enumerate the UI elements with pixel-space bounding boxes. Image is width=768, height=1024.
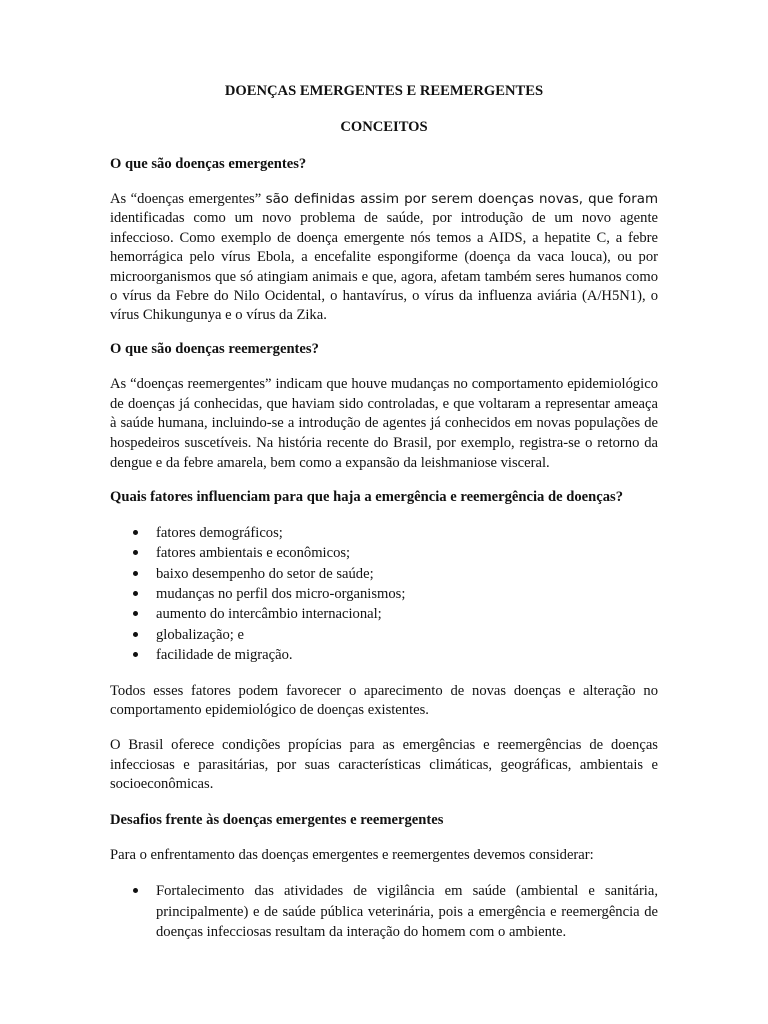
paragraph-challenges-intro: Para o enfrentamento das doenças emergentes e reemergentes devemos considerar:: [110, 846, 594, 863]
paragraph-factors-summary: Todos esses fatores podem favorecer o aparecimento de novas doenças e alteração no comportamento epidemiológico de doenças existentes.: [110, 682, 658, 719]
list-item: mudanças no perfil dos micro-organismos;: [110, 584, 658, 604]
list-item: globalização; e: [110, 625, 658, 645]
heading-reemerging: O que são doenças reemergentes?: [110, 340, 319, 357]
paragraph-emerging: [110, 190, 658, 326]
factors-list: [110, 523, 658, 666]
paragraph-reemerging: As “doenças reemergentes” indicam que houve mudanças no comportamento epidemiológico de doenças já conhecidas, que haviam sido controladas, e que voltaram a representar ameaça à saúde humana, incluindo-se a introdução de agentes já conhecidos em novas populações de hospedeiros suscetíveis. Na história recente do Brasil, por exemplo, registra-se o retorno da dengue e da febre amarela, bem como a expansão da leishmaniose visceral.: [110, 375, 658, 472]
heading-factors: Quais fatores influenciam para que haja a emergência e reemergência de doenças?: [110, 488, 623, 505]
list-item: Fortalecimento das atividades de vigilância em saúde (ambiental e sanitária, principalmente) e de saúde pública veterinária, pois a emergência e reemergência de doenças infecciosas resultam da interação do homem com o ambiente.: [110, 881, 658, 943]
paragraph-emerging-lead: As “doenças emergentes”: [110, 191, 266, 207]
paragraph-brazil: O Brasil oferece condições propícias para as emergências e reemergências de doenças infecciosas e parasitárias, por suas características climáticas, geográficas, ambientais e socioeconômicas.: [110, 737, 658, 793]
challenges-list: [110, 881, 658, 943]
heading-emerging: O que são doenças emergentes?: [110, 156, 307, 172]
document-title: DOENÇAS EMERGENTES E REEMERGENTES: [224, 83, 544, 99]
paragraph-emerging-rest: identificadas como um novo problema de saúde, por introdução de um novo agente infeccioso. Como exemplo de doença emergente nós temos a AIDS, a hepatite C, a febre hemorrágica pelo vírus Ebola, a encefalite espongiforme (doença da vaca louca), ou por microorganismos que só atingiam animais e que, agora, afetam também seres humanos como o vírus da Febre do Nilo Ocidental, o hantavírus, o vírus da influenza aviária (A/H5N1), o vírus Chikungunya e o vírus da Zika.: [110, 210, 658, 324]
list-item: baixo desempenho do setor de saúde;: [110, 564, 658, 584]
list-item: facilidade de migração.: [110, 645, 658, 665]
document-subtitle: CONCEITOS: [340, 119, 428, 135]
paragraph-emerging-sans: são definidas assim por serem doenças novas, que foram: [265, 192, 658, 207]
list-item: aumento do intercâmbio internacional;: [110, 604, 658, 624]
list-item: fatores ambientais e econômicos;: [110, 543, 658, 563]
list-item: fatores demográficos;: [110, 523, 658, 543]
document-body: [110, 82, 658, 959]
heading-challenges: Desafios frente às doenças emergentes e reemergentes: [110, 811, 444, 828]
